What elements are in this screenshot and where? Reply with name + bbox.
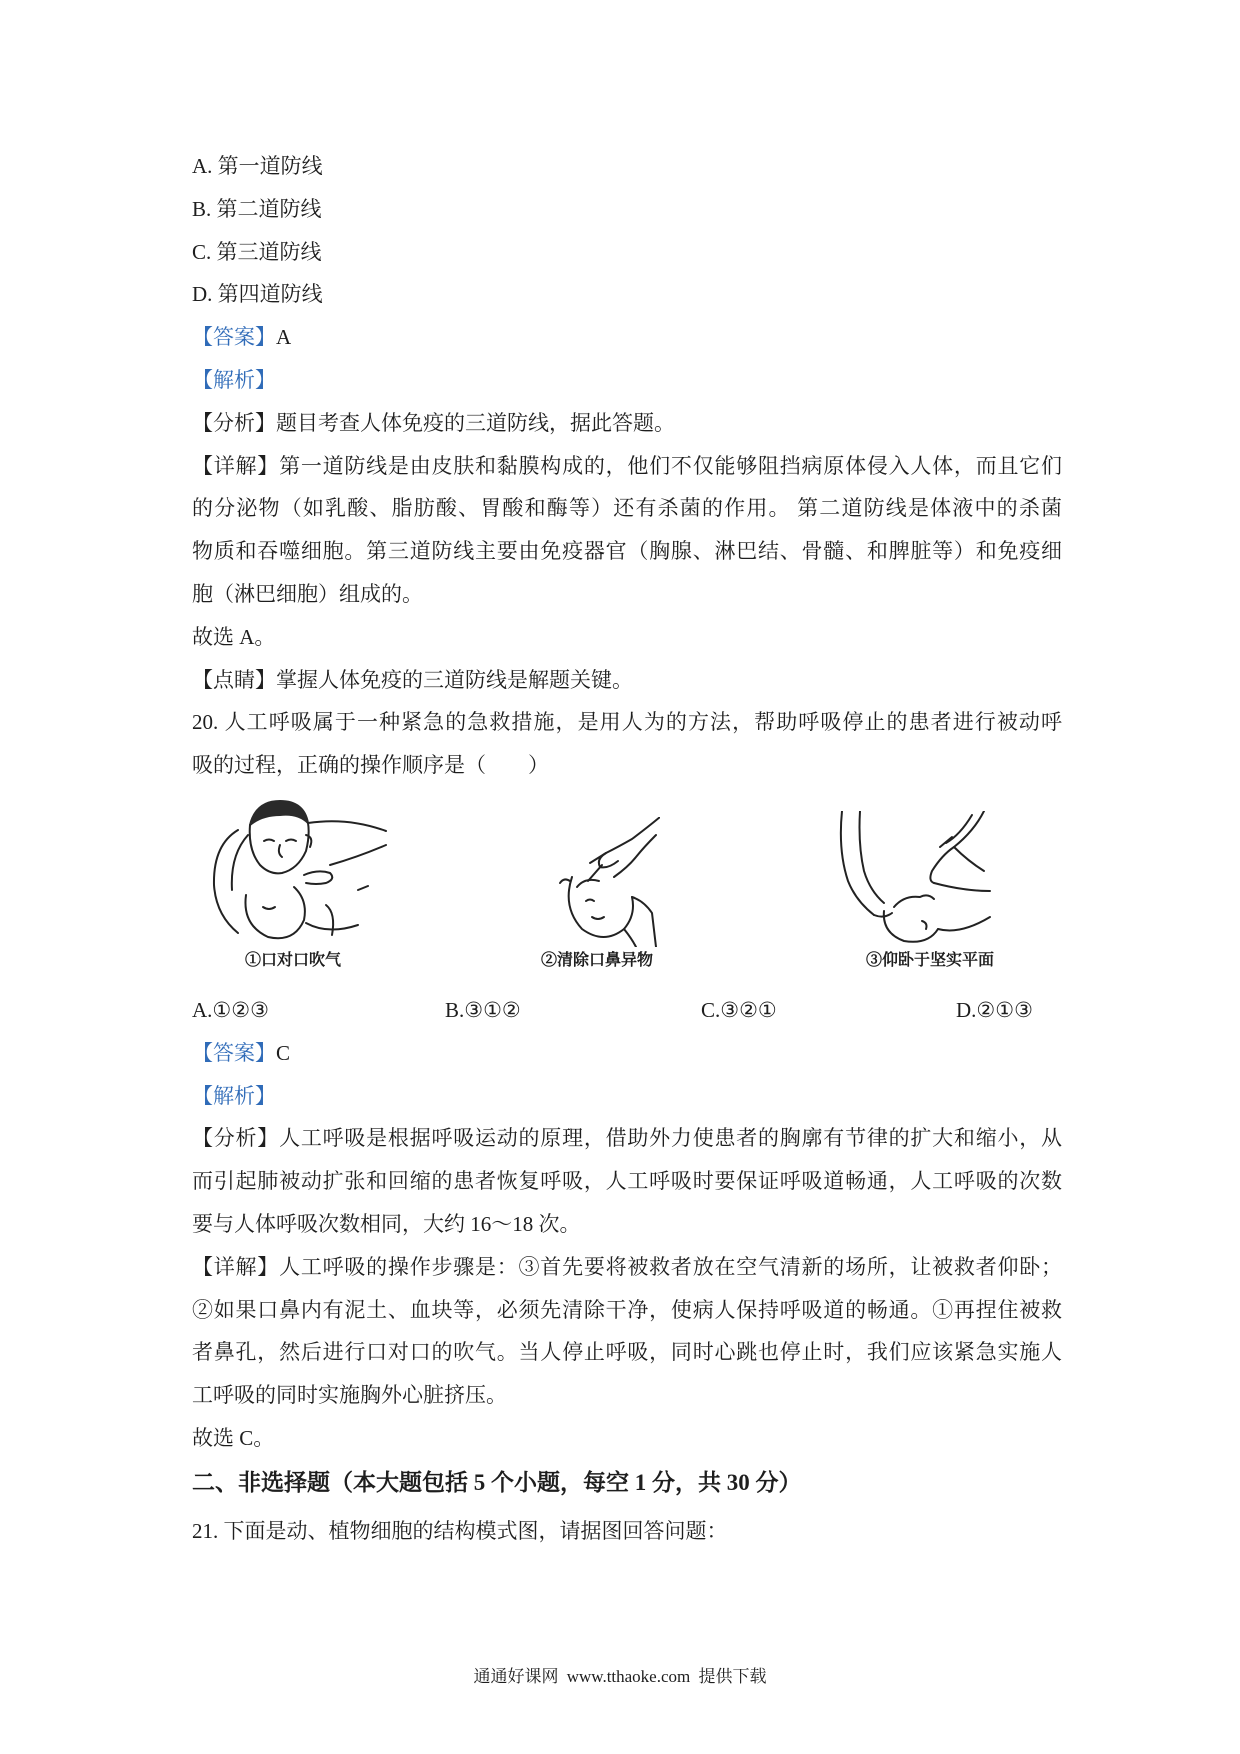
- q19-detail-line: 物质和吞噬细胞。第三道防线主要由免疫器官（胸腺、淋巴结、骨髓、和脾脏等）和免疫细: [192, 539, 1062, 564]
- q20-option-a: A.①②③: [192, 998, 269, 1022]
- q20-detail-line: 者鼻孔，然后进行口对口的吹气。当人停止呼吸，同时心跳也停止时，我们应该紧急实施人: [192, 1340, 1062, 1365]
- q20-option-d: D.②①③: [956, 998, 1033, 1022]
- answer-label: 【答案】: [192, 325, 276, 350]
- q19-option-b: B. 第二道防线: [192, 196, 322, 221]
- body-outline: [308, 821, 386, 890]
- q19-option-c: C. 第三道防线: [192, 239, 322, 264]
- q20-answer: [192, 1032, 1062, 1075]
- answer-value: C: [276, 1040, 291, 1065]
- q19-detail-line: 的分泌物（如乳酸、脂肪酸、胃酸和酶等）还有杀菌的作用。 第二道防线是体液中的杀菌: [192, 496, 1062, 521]
- q20-analysis-line: 要与人体呼吸次数相同，大约 16～18 次。: [192, 1211, 581, 1236]
- q20-detail-line: ②如果口鼻内有泥土、血块等，必须先清除干净，使病人保持呼吸道的畅通。①再捏住被救: [192, 1297, 1062, 1322]
- rescuer-arm: [214, 830, 332, 933]
- patient-head: [245, 887, 358, 938]
- q20-analysis-line: 【分析】人工呼吸是根据呼吸运动的原理，借助外力使患者的胸廓有节律的扩大和缩小，从: [192, 1126, 1062, 1151]
- q20-stem-line: 20. 人工呼吸属于一种紧急的急救措施，是用人为的方法，帮助呼吸停止的患者进行被动呼: [192, 710, 1062, 735]
- q20-option-b: B.③①②: [445, 998, 521, 1022]
- q19-option-d: D. 第四道防线: [192, 282, 323, 307]
- q19-detail-line: 【详解】第一道防线是由皮肤和黏膜构成的，他们不仅能够阻挡病原体侵入人体，而且它们: [192, 453, 1062, 478]
- rescuer-hand: [588, 817, 660, 881]
- figure-caption-3: ③仰卧于坚实平面: [865, 952, 994, 969]
- answer-label: 【答案】: [192, 1040, 276, 1065]
- q20-stem-line: 吸的过程，正确的操作顺序是（ ）: [192, 753, 549, 778]
- figure-caption-1: ①口对口吹气: [244, 952, 341, 969]
- q20-detail-line: 工呼吸的同时实施胸外心脏挤压。: [192, 1383, 507, 1408]
- q21-stem: 21. 下面是动、植物细胞的结构模式图，请据图回答问题：: [192, 1519, 728, 1543]
- figure-caption-2: ②清除口鼻异物: [540, 952, 653, 969]
- q20-option-c: C.③②①: [701, 998, 777, 1022]
- q20-analysis-line: 而引起肺被动扩张和回缩的患者恢复呼吸，人工呼吸时要保证呼吸道畅通，人工呼吸的次数: [192, 1169, 1062, 1194]
- section-heading: 二、非选择题（本大题包括 5 个小题，每空 1 分，共 30 分）: [192, 1470, 802, 1495]
- page-footer: 通通好课网 www.tthaoke.com 提供下载: [473, 1667, 767, 1686]
- q20-conclusion: 故选 C。: [192, 1425, 275, 1450]
- q19-answer: [192, 316, 1062, 359]
- rescuer-left-arm: [841, 811, 892, 917]
- patient-head: [884, 895, 938, 941]
- q20-options-row: [192, 989, 1062, 1032]
- q19-section: [192, 145, 1062, 787]
- rescuer-right-hand: [930, 811, 984, 883]
- answer-value: A: [276, 325, 292, 350]
- clear-airway-illustration: [552, 817, 660, 947]
- q19-option-a: A. 第一道防线: [192, 154, 323, 178]
- q19-detail-line: 胞（淋巴细胞）组成的。: [192, 581, 423, 606]
- rescuer-head: [250, 801, 312, 873]
- q20-detail-line: 【详解】人工呼吸的操作步骤是：③首先要将被救者放在空气清新的场所，让被救者仰卧；: [192, 1254, 1062, 1279]
- q19-analysis: 【分析】题目考查人体免疫的三道防线，据此答题。: [192, 410, 675, 435]
- body-outline: [934, 883, 990, 931]
- q20-section: [192, 989, 1062, 1460]
- q19-key-point: 【点睛】掌握人体免疫的三道防线是解题关键。: [192, 667, 633, 692]
- q19-conclusion: 故选 A。: [192, 624, 276, 649]
- q20-explanation-label: 【解析】: [192, 1083, 276, 1108]
- q19-explanation-label: 【解析】: [192, 367, 276, 392]
- mouth-to-mouth-illustration: [208, 795, 389, 947]
- patient-head: [560, 877, 633, 937]
- lie-supine-illustration: [834, 811, 992, 947]
